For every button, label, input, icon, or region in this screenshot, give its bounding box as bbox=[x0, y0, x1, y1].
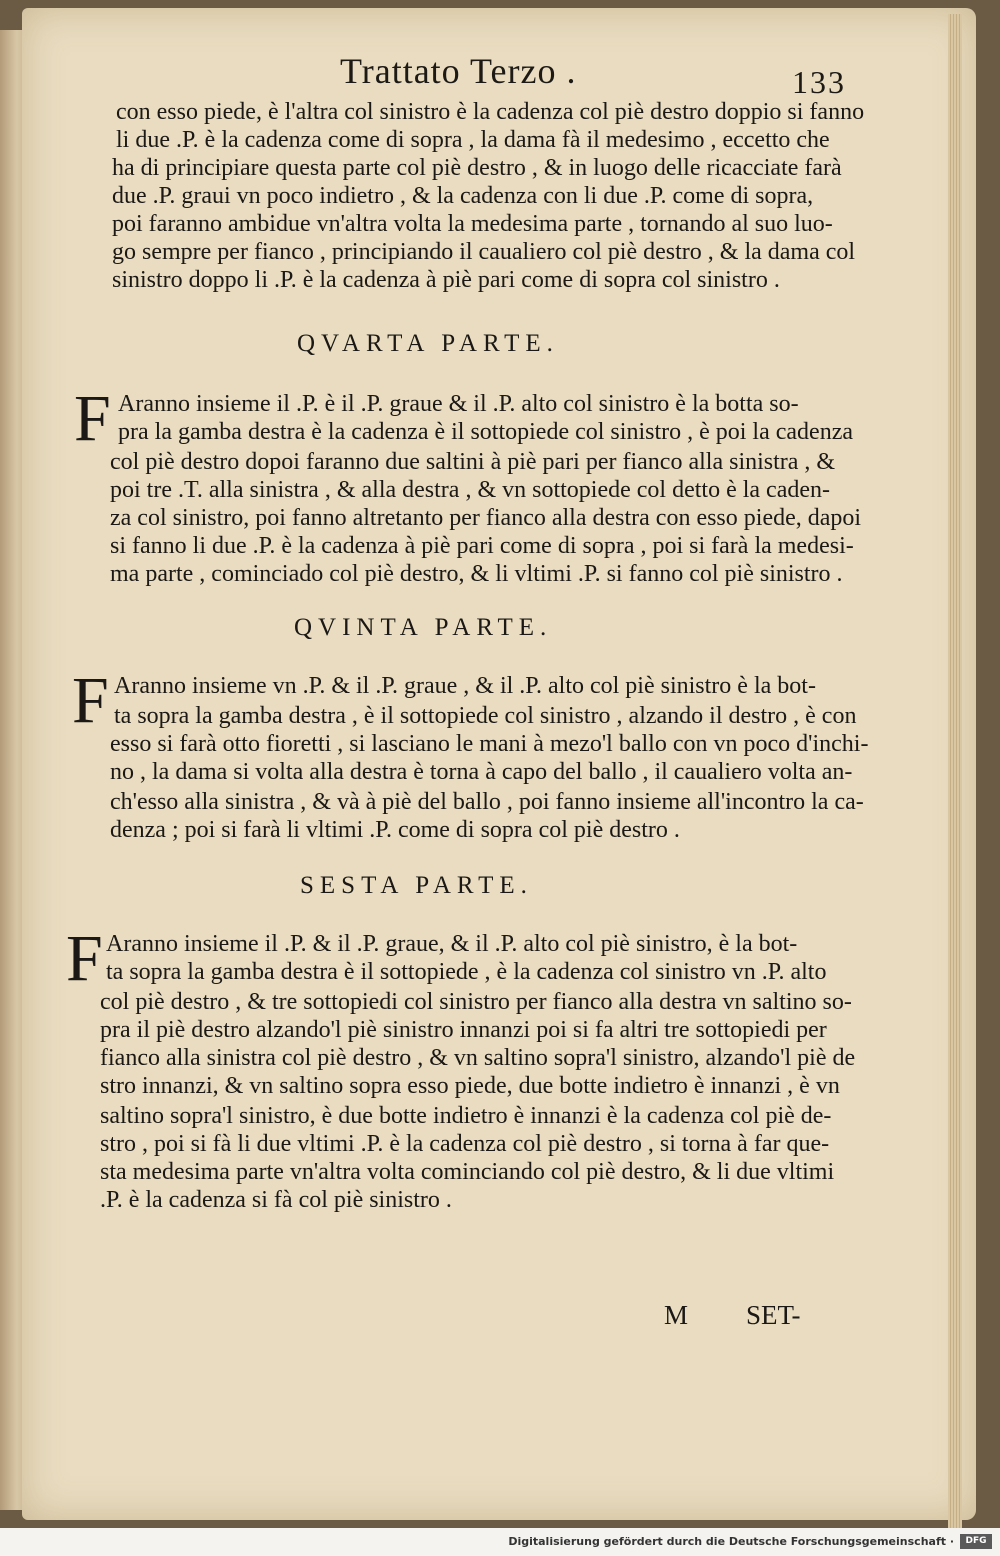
text-line: con esso piede, è l'altra col sinistro è la cadenza col piè destro doppio si fanno bbox=[116, 99, 865, 125]
text-line: ta sopra la gamba destra , è il sottopiede col sinistro , alzando il destro , è con bbox=[114, 703, 857, 729]
text-line: col piè destro dopoi faranno due saltini à piè pari per fianco alla sinistra , & bbox=[110, 449, 836, 475]
text-line: poi tre .T. alla sinistra , & alla destra , & vn sottopiede col detto è la caden- bbox=[110, 477, 830, 503]
text-line: ha di principiare questa parte col piè destro , & in luogo delle ricacciate farà bbox=[112, 155, 842, 181]
text-line: col piè destro , & tre sottopiedi col sinistro per fianco alla destra vn saltino so- bbox=[100, 989, 852, 1015]
text-line: pra la gamba destra è la cadenza è il sottopiede col sinistro , è poi la cadenza bbox=[118, 419, 854, 445]
digitization-footer bbox=[0, 1528, 1000, 1556]
text-line: .P. è la cadenza si fà col piè sinistro . bbox=[100, 1187, 452, 1213]
text-line: esso si farà otto fioretti , si lasciano le mani à mezo'l ballo con vn poco d'inchi- bbox=[110, 731, 869, 757]
text-line: ch'esso alla sinistra , & và à piè del ballo , poi fanno insieme all'incontro la ca- bbox=[110, 789, 864, 815]
page-fore-edge bbox=[948, 14, 962, 1530]
text-line: Aranno insieme il .P. è il .P. graue & il .P. alto col sinistro è la botta so- bbox=[118, 391, 799, 417]
text-line: denza ; poi si farà li vltimi .P. come di sopra col piè destro . bbox=[110, 817, 680, 843]
text-line: za col sinistro, poi fanno altretanto per fianco alla destra con esso piede, dapoi bbox=[110, 505, 862, 531]
text-line: pra il piè destro alzando'l piè sinistro innanzi poi si fa altri tre sottopiedi per bbox=[100, 1017, 827, 1043]
dfg-logo: DFG bbox=[960, 1534, 992, 1549]
drop-cap: F bbox=[72, 664, 109, 737]
section-heading: SESTA PARTE. bbox=[300, 872, 533, 899]
text-line: fianco alla sinistra col piè destro , & vn saltino sopra'l sinistro, alzando'l piè de bbox=[100, 1045, 856, 1071]
text-line: poi faranno ambidue vn'altra volta la medesima parte , tornando al suo luo- bbox=[112, 211, 833, 237]
section-heading: QVARTA PARTE. bbox=[297, 330, 559, 357]
text-line: stro , poi si fà li due vltimi .P. è la cadenza col piè destro , si torna à far que- bbox=[100, 1131, 830, 1157]
text-line: sinistro doppo li .P. è la cadenza à piè pari come di sopra col sinistro . bbox=[112, 267, 780, 293]
text-line: ma parte , cominciado col piè destro, & li vltimi .P. si fanno col piè sinistro . bbox=[110, 561, 843, 587]
text-line: li due .P. è la cadenza come di sopra , la dama fà il medesimo , eccetto che bbox=[116, 127, 830, 153]
text-line: ta sopra la gamba destra è il sottopiede , è la cadenza col sinistro vn .P. alto bbox=[106, 959, 827, 985]
text-line: stro innanzi, & vn saltino sopra esso piede, due botte indietro è innanzi , è vn bbox=[100, 1073, 840, 1099]
drop-cap: F bbox=[66, 922, 103, 995]
drop-cap: F bbox=[74, 382, 111, 455]
footer-credit: Digitalisierung gefördert durch die Deutsche Forschungsgemeinschaft · bbox=[508, 1535, 954, 1548]
signature-mark: M bbox=[664, 1300, 689, 1330]
catchword: SET- bbox=[746, 1300, 801, 1330]
text-line: si fanno li due .P. è la cadenza à piè pari come di sopra , poi si farà la medesi- bbox=[110, 533, 854, 559]
text-line: no , la dama si volta alla destra è torna à capo del ballo , il caualiero volta an- bbox=[110, 759, 853, 785]
text-line: saltino sopra'l sinistro, è due botte indietro è innanzi è la cadenza col piè de- bbox=[100, 1103, 832, 1129]
text-line: due .P. graui vn poco indietro , & la cadenza con li due .P. come di sopra, bbox=[112, 183, 814, 209]
page-number: 133 bbox=[792, 64, 846, 100]
text-line: go sempre per fianco , principiando il caualiero col piè destro , & la dama col bbox=[112, 239, 856, 265]
text-line: Aranno insieme il .P. & il .P. graue, & il .P. alto col piè sinistro, è la bot- bbox=[106, 931, 798, 957]
section-heading: QVINTA PARTE. bbox=[294, 614, 553, 641]
text-line: Aranno insieme vn .P. & il .P. graue , & il .P. alto col piè sinistro è la bot- bbox=[114, 673, 816, 699]
running-head: Trattato Terzo . bbox=[340, 51, 577, 91]
text-line: sta medesima parte vn'altra volta cominciando col piè destro, & li due vltimi bbox=[100, 1159, 835, 1185]
